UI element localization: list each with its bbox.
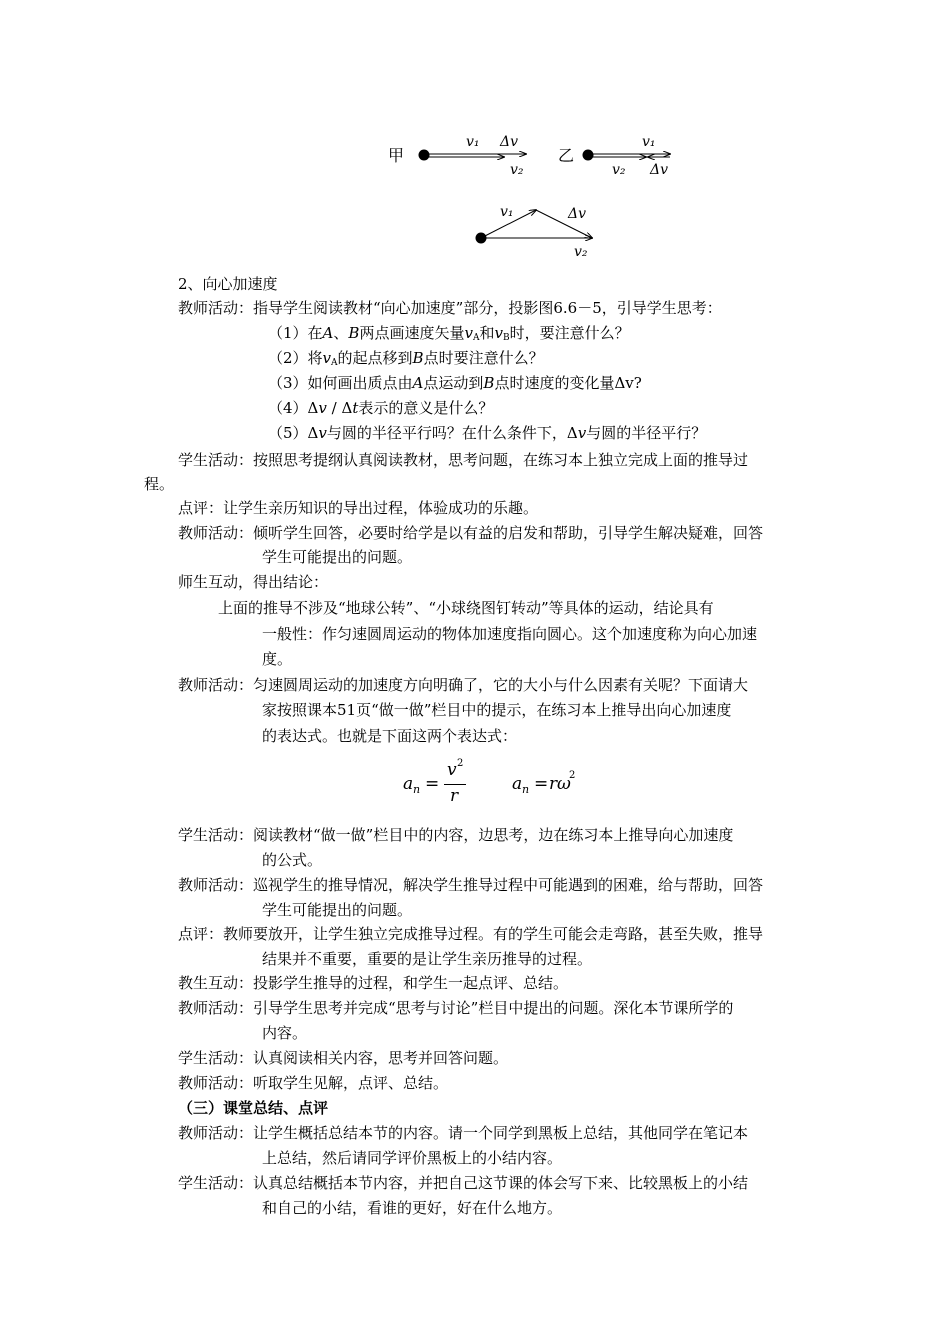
teacher-activity: 教师活动：匀速圆周运动的加速度方向明确了，它的大小与什么因素有关呢？下面请大 [178,676,749,694]
conclusion-cont: 度。 [262,650,293,668]
question-1: （1）在A、B两点画速度矢量$v_A$和$v_B$时，要注意什么？ [268,324,630,343]
teacher-activity-cont: 内容。 [262,1024,308,1042]
teacher-activity: 教师活动：巡视学生的推导情况，解决学生推导过程中可能遇到的困难，给与帮助，回答 [178,876,764,894]
student-activity-cont: 和自己的小结，看谁的更好，好在什么地方。 [262,1199,563,1217]
label-v1: v₁ [500,204,514,220]
formula-centripetal-v: a n = v 2 r [403,758,473,810]
point-mass-jia [419,150,430,161]
teacher-activity-cont: 的表达式。也就是下面这两个表达式： [262,727,518,745]
formula-centripetal-omega: a n = r ω 2 [512,770,576,796]
figure-label-jia: 甲 [388,146,405,165]
label-v2: v₂ [574,244,588,260]
teacher-activity-cont: 学生可能提出的问题。 [262,901,413,919]
label-v2: v₂ [510,162,524,178]
conclusion: 上面的推导不涉及“地球公转”、“小球绕图钉转动”等具体的运动，结论具有 [218,599,714,617]
student-activity: 学生活动：阅读教材“做一做”栏目中的内容，边思考，边在练习本上推导向心加速度 [178,826,734,844]
teacher-activity: 教师活动：让学生概括总结本节的内容。请一个同学到黑板上总结，其他同学在笔记本 [178,1124,749,1142]
conclusion-cont: 一般性：作匀速圆周运动的物体加速度指向圆心。这个加速度称为向心加速 [262,625,758,643]
interaction: 师生互动，得出结论： [178,573,329,591]
student-activity: 学生活动：认真总结概括本节内容，并把自己这节课的体会写下来、比较黑板上的小结 [178,1174,749,1192]
question-3: （3）如何画出质点由A点运动到B点时速度的变化量Δv? [268,374,642,392]
figure-label-yi: 乙 [558,146,575,165]
teacher-activity: 教师活动：倾听学生回答，必要时给学是以有益的启发和帮助，引导学生解决疑难，回答 [178,524,764,542]
teacher-activity-cont: 上总结，然后请同学评价黑板上的小结内容。 [262,1149,563,1167]
comment: 点评：教师要放开，让学生独立完成推导过程。有的学生可能会走弯路，甚至失败，推导 [178,925,764,943]
velocity-vector-figure [380,128,700,268]
interaction: 教生互动：投影学生推导的过程，和学生一起点评、总结。 [178,974,569,992]
student-activity-cont: 程。 [144,475,175,493]
comment-cont: 结果并不重要，重要的是让学生亲历推导的过程。 [262,950,593,968]
label-v2: v₂ [612,162,626,178]
question-4: （4）Δv / Δt表示的意义是什么？ [268,399,494,417]
student-activity-cont: 的公式。 [262,851,323,869]
section-heading: （三）课堂总结、点评 [178,1099,329,1117]
student-activity: 学生活动：认真阅读相关内容，思考并回答问题。 [178,1049,509,1067]
question-5: （5）Δv与圆的半径平行吗？在什么条件下，Δv与圆的半径平行？ [268,424,707,442]
teacher-activity-cont: 家按照课本51页“做一做”栏目中的提示，在练习本上推导出向心加速度 [262,701,732,719]
teacher-activity: 教师活动：指导学生阅读教材“向心加速度”部分，投影图6.6－5，引导学生思考： [178,299,722,317]
point-mass-yi [583,150,594,161]
label-dv: Δv [568,206,587,222]
teacher-activity: 教师活动：引导学生思考并完成“思考与讨论”栏目中提出的问题。深化本节课所学的 [178,999,734,1017]
teacher-activity: 教师活动：听取学生见解，点评、总结。 [178,1074,449,1092]
label-v1: v₁ [642,134,656,150]
label-dv: Δv [650,162,669,178]
comment: 点评：让学生亲历知识的导出过程，体验成功的乐趣。 [178,499,539,517]
question-2: （2）将$v_A$的起点移到B点时要注意什么？ [268,349,544,368]
label-dv: Δv [500,134,519,150]
label-v1: v₁ [466,134,480,150]
teacher-activity-cont: 学生可能提出的问题。 [262,548,413,566]
section-heading: 2、向心加速度 [178,275,278,293]
student-activity: 学生活动：按照思考提纲认真阅读教材，思考问题，在练习本上独立完成上面的推导过 [178,451,749,469]
fraction-bar [444,784,466,785]
